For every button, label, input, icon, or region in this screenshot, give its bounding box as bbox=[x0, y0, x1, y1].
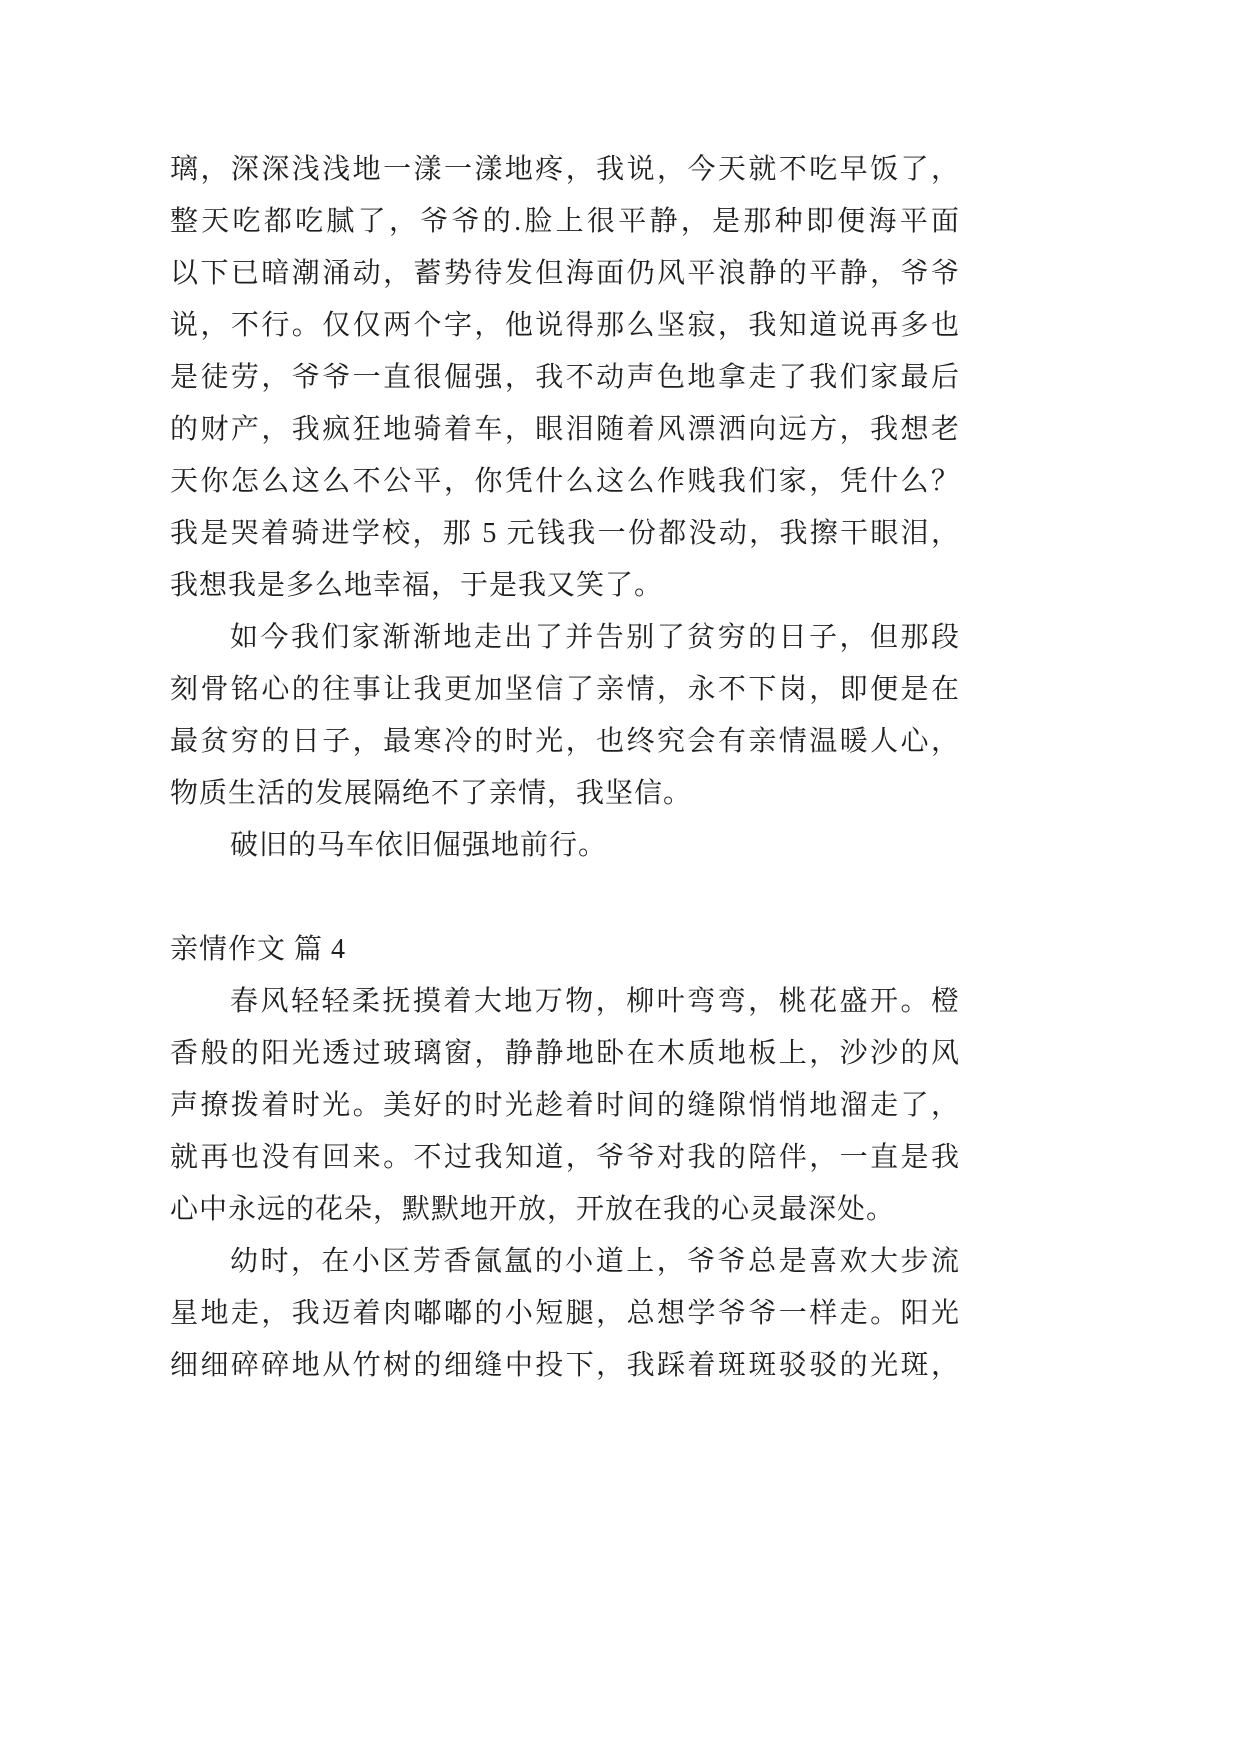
text-line: 是徒劳，爷爷一直很倔强，我不动声色地拿走了我们家最后 bbox=[170, 362, 960, 393]
text-line: 天你怎么这么不公平，你凭什么这么作贱我们家，凭什么？ bbox=[170, 466, 960, 497]
text-line: 最贫穷的日子，最寒冷的时光，也终究会有亲情温暖人心， bbox=[170, 726, 960, 757]
text-line: 细细碎碎地从竹树的细缝中投下，我踩着斑斑驳驳的光斑， bbox=[170, 1350, 960, 1381]
text-line: 璃，深深浅浅地一漾一漾地疼，我说，今天就不吃早饭了， bbox=[170, 154, 960, 185]
text-line: 星地走，我迈着肉嘟嘟的小短腿，总想学爷爷一样走。阳光 bbox=[170, 1298, 960, 1329]
text-line: 的财产，我疯狂地骑着车，眼泪随着风漂洒向远方，我想老 bbox=[170, 414, 960, 445]
text-line: 就再也没有回来。不过我知道，爷爷对我的陪伴，一直是我 bbox=[170, 1142, 960, 1173]
text-line: 我想我是多么地幸福，于是我又笑了。 bbox=[170, 570, 664, 601]
text-line: 说，不行。仅仅两个字，他说得那么坚寂，我知道说再多也 bbox=[170, 310, 960, 341]
text-line: 心中永远的花朵，默默地开放，开放在我的心灵最深处。 bbox=[170, 1194, 896, 1225]
text-line: 香般的阳光透过玻璃窗，静静地卧在木质地板上，沙沙的风 bbox=[170, 1038, 960, 1069]
text-line: 我是哭着骑进学校，那 5 元钱我一份都没动，我擦干眼泪， bbox=[170, 518, 960, 549]
text-line: 如今我们家渐渐地走出了并告别了贫穷的日子，但那段 bbox=[230, 622, 960, 653]
blank-line bbox=[170, 872, 960, 924]
text-line: 破旧的马车依旧倔强地前行。 bbox=[230, 830, 608, 861]
section-heading: 亲情作文 篇 4 bbox=[170, 934, 347, 965]
text-line: 春风轻轻柔抚摸着大地万物，柳叶弯弯，桃花盛开。橙 bbox=[230, 986, 960, 1017]
document-body bbox=[170, 144, 960, 1392]
text-line: 声撩拨着时光。美好的时光趁着时间的缝隙悄悄地溜走了， bbox=[170, 1090, 960, 1121]
paragraph bbox=[170, 144, 960, 612]
paragraph bbox=[170, 1236, 960, 1392]
paragraph bbox=[170, 612, 960, 820]
text-line: 整天吃都吃腻了，爷爷的.脸上很平静，是那种即便海平面 bbox=[170, 206, 960, 237]
text-line: 物质生活的发展隔绝不了亲情，我坚信。 bbox=[170, 778, 693, 809]
text-line: 刻骨铭心的往事让我更加坚信了亲情，永不下岗，即便是在 bbox=[170, 674, 960, 705]
paragraph bbox=[170, 976, 960, 1236]
paragraph bbox=[170, 820, 960, 872]
text-line: 以下已暗潮涌动，蓄势待发但海面仍风平浪静的平静，爷爷 bbox=[170, 258, 960, 289]
text-line: 幼时，在小区芳香氤氲的小道上，爷爷总是喜欢大步流 bbox=[230, 1246, 960, 1277]
